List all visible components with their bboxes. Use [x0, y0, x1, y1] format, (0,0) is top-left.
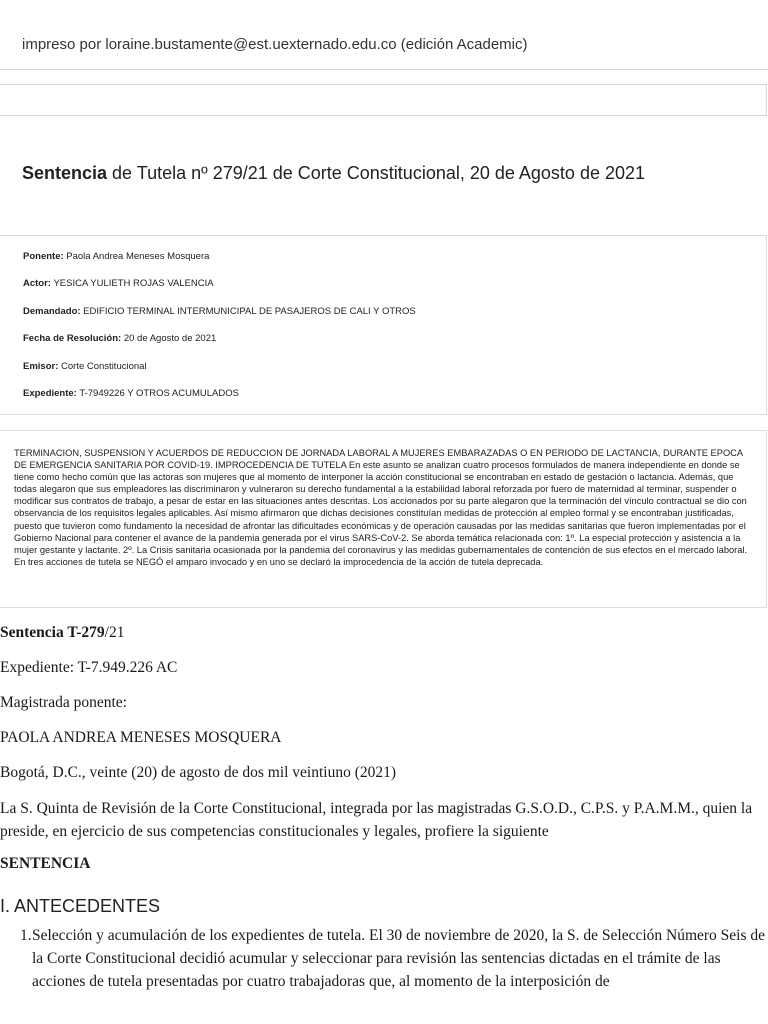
meta-emisor-value: Corte Constitucional: [58, 361, 147, 372]
magistrada-name: PAOLA ANDREA MENESES MOSQUERA: [0, 729, 282, 746]
magistrada-label: Magistrada ponente:: [0, 694, 127, 711]
list-item-text: Selección y acumulación de los expedientes de tutela. El 30 de noviembre de 2020, la S. de Selección Número Seis de la Corte Constitucional decidió acumular y seleccionar para revisión las sentencias dictadas en el trámite de las acciones de tutela presentadas por cuatro trabajadoras que, al momento de la interposición de: [32, 927, 766, 990]
meta-actor-key: Actor:: [23, 278, 51, 289]
meta-demandado-key: Demandado:: [23, 306, 81, 317]
sentencia-title-bold: Sentencia T-279: [0, 624, 105, 641]
sala-paragraph: La S. Quinta de Revisión de la Corte Constitucional, integrada por las magistradas G.S.O.D., C.P.S. y P.A.M.M., quien la preside, en ejercicio de sus competencias constitucionales y legales, profiere la siguiente: [0, 800, 753, 840]
header-divider: [0, 69, 768, 70]
title-bold: Sentencia: [22, 163, 108, 183]
meta-expediente-value: T-7949226 Y OTROS ACUMULADOS: [76, 388, 239, 399]
meta-actor: [23, 278, 214, 289]
meta-fecha: [23, 333, 216, 344]
summary-box: [0, 430, 767, 608]
date-line: Bogotá, D.C., veinte (20) de agosto de dos mil veintiuno (2021): [0, 764, 397, 781]
list-item: [20, 924, 768, 993]
sentencia-title-rest: /21: [104, 624, 125, 641]
meta-emisor: [23, 361, 147, 372]
empty-banner-box: [0, 84, 767, 116]
meta-fecha-value: 20 de Agosto de 2021: [121, 333, 217, 344]
meta-expediente-key: Expediente:: [23, 388, 77, 399]
section-heading: I. ANTECEDENTES: [0, 896, 161, 916]
printed-by-line: impreso por loraine.bustamente@est.uexternado.edu.co (edición Academic): [22, 36, 528, 53]
meta-demandado-value: EDIFICIO TERMINAL INTERMUNICIPAL DE PASAJEROS DE CALI Y OTROS: [80, 306, 416, 317]
list-item-number: 1.: [20, 927, 32, 944]
meta-ponente: [23, 251, 209, 262]
meta-emisor-key: Emisor:: [23, 361, 59, 372]
expediente-line: Expediente: T-7.949.226 AC: [0, 659, 178, 676]
meta-demandado: [23, 306, 416, 317]
summary-text: TERMINACION, SUSPENSION Y ACUERDOS DE REDUCCION DE JORNADA LABORAL A MUJERES EMBARAZADAS O EN PERIODO DE LACTANCIA, DURANTE EPOCA DE EMERGENCIA SANITARIA POR COVID-19. IMPROCEDENCIA DE TUTELA En este asunto se analizan cuatro procesos formulados de manera independiente en donde se tiene como hecho común que las actoras son mujeres que al momento de interponer la acción constitucional se encontraban en estado de gestación o lactancia. Además, que todas alegaron que sus empleadores las discriminaron y vulneraron su derecho fundamental a la estabilidad laboral reforzada por fuero de maternidad al terminar, suspender o modificar sus contratos de trabajo, a pesar de estar en las situaciones antes descritas. Los accionados por su parte alegaron que la terminación del vínculo contractual se dio con observancia de los requisitos legales aplicables. Así mismo afirmaron que dichas decisiones constituían medidas de protección al empleo formal y se encontraban justificadas, puesto que tuvieron como fundamento la necesidad de afrontar las dificultades económicas y de operación causadas por las medidas sanitarias que fueron implementadas por el Gobierno Nacional para contener el avance de la pandemia generada por el virus SARS-CoV-2. Se aborda temática relacionada con: 1º. La especial protección y asistencia a la mujer gestante y lactante. 2º. La Crisis sanitaria ocasionada por la pandemia del coronavirus y las medidas gubernamentales de contención de sus efectos en el mercado laboral. En tres acciones de tutela se NEGÓ el amparo invocado y en uno se declaró la improcedencia de la acción de tutela deprecada.: [14, 448, 748, 567]
title-rest: de Tutela nº 279/21 de Corte Constitucional, 20 de Agosto de 2021: [107, 163, 646, 183]
meta-expediente: [23, 388, 239, 399]
sentencia-heading: SENTENCIA: [0, 855, 91, 872]
meta-actor-value: YESICA YULIETH ROJAS VALENCIA: [50, 278, 214, 289]
sentencia-title: [0, 624, 124, 642]
document-title: [22, 163, 645, 184]
meta-fecha-key: Fecha de Resolución:: [23, 333, 122, 344]
meta-ponente-value: Paola Andrea Meneses Mosquera: [63, 251, 210, 262]
meta-ponente-key: Ponente:: [23, 251, 64, 262]
